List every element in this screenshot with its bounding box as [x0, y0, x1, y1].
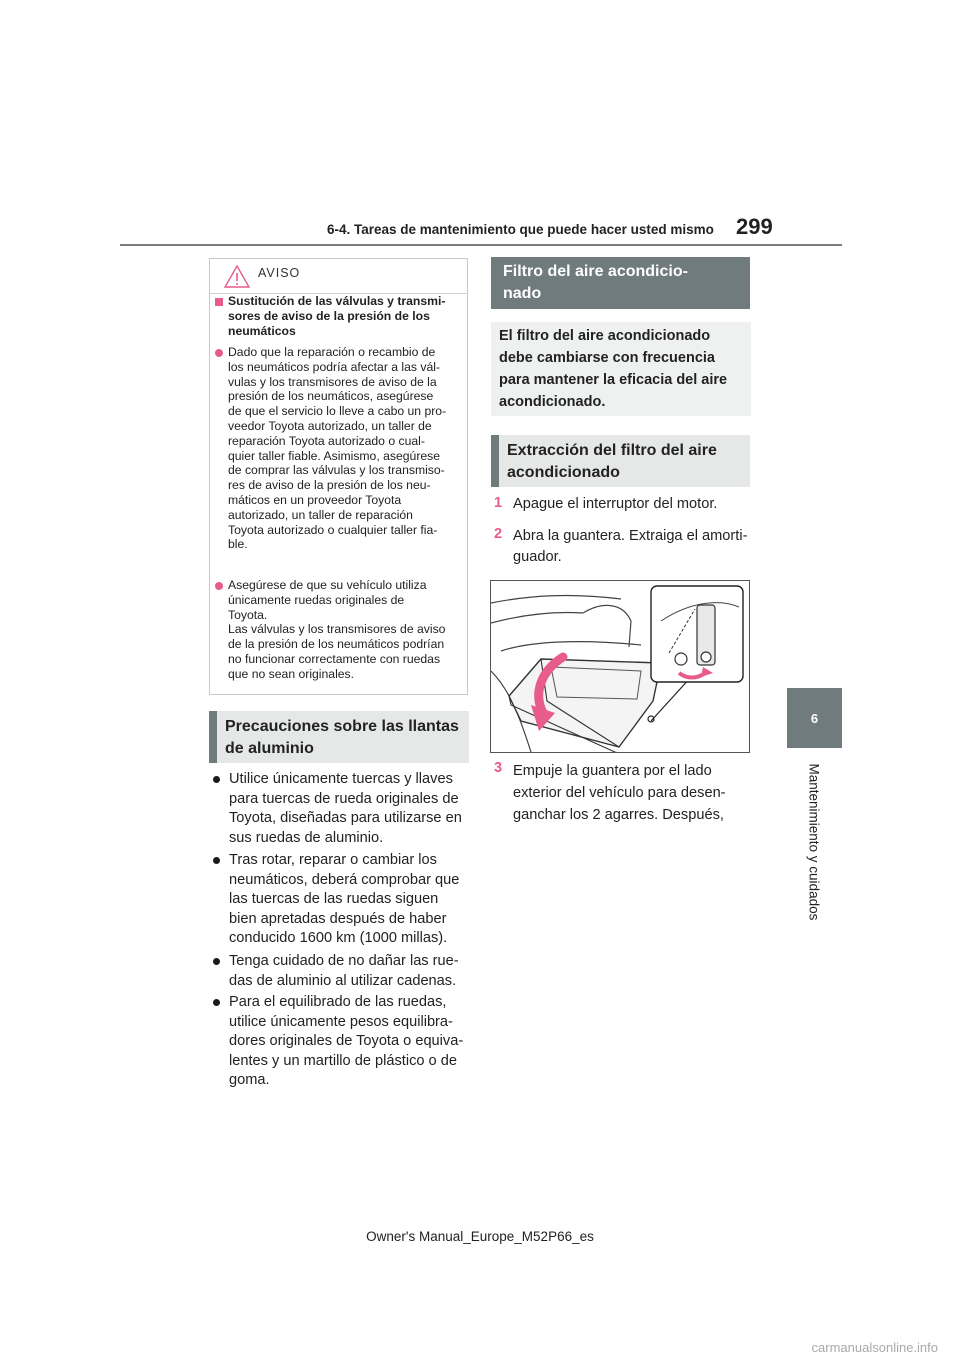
footer-text: Owner's Manual_Europe_M52P66_es — [366, 1229, 594, 1244]
warning-triangle-icon — [224, 265, 250, 288]
page-number: 299 — [736, 214, 773, 239]
bullet-icon — [213, 857, 220, 864]
warning-bullet-1: Dado que la reparación o recambio de los neumáticos podría afectar a las vál- vulas y los transmisores de aviso de la presión de los neumáticos, asegúrese de que el servicio lo lleve a cabo un pro- veedor Toyota autorizado, un taller de reparación Toyota autorizado o cual- quier taller fiable. Asimismo, asegúrese de comprar las válvulas y los transmiso- res de aviso de la presión de los neu- máticos en un proveedor Toyota autorizado, un taller de reparación Toyota autorizado o cualquier taller fia- ble. — [228, 345, 447, 552]
step-number: 2 — [494, 526, 503, 542]
glovebox-diagram — [491, 581, 749, 752]
dot-bullet-icon — [215, 582, 223, 590]
bullet-icon — [213, 958, 220, 965]
alloy-section-heading: Precauciones sobre las llantas de aluminio — [209, 711, 469, 763]
warning-box — [209, 258, 468, 695]
alloy-bullet-3: Tenga cuidado de no dañar las rue- das de aluminio al utilizar cadenas. — [229, 953, 459, 989]
alloy-bullet-2: Tras rotar, reparar o cambiar los neumáticos, deberá comprobar que las tuercas de las ruedas siguen bien apretadas después de haber conducido 1600 km (1000 millas). — [229, 852, 460, 947]
warning-bullet-2: Asegúrese de que su vehículo utiliza únicamente ruedas originales de Toyota. Las válvulas y los transmisores de aviso de la presión de los neumáticos podrían no funcionar correctamente con ruedas que no sean originales. — [228, 578, 446, 681]
removal-section-heading: Extracción del filtro del aire acondicionado — [491, 435, 750, 487]
watermark: carmanualsonline.info — [811, 1340, 938, 1355]
alloy-bullet-1: Utilice únicamente tuercas y llaves para tuercas de rueda originales de Toyota, diseñadas para utilizarse en sus ruedas de aluminio. — [229, 771, 462, 846]
header-title: 6-4. Tareas de mantenimiento que puede hacer usted mismo — [327, 222, 714, 237]
step-number: 3 — [494, 760, 503, 776]
chapter-label: Mantenimiento y cuidados — [806, 763, 822, 921]
chapter-tab — [787, 688, 842, 748]
step-1-text: Apague el interruptor del motor. — [513, 496, 718, 512]
bullet-icon — [213, 999, 220, 1006]
step-2-text: Abra la guantera. Extraiga el amorti- guador. — [513, 528, 748, 565]
filter-section-heading: Filtro del aire acondicio- nado — [491, 257, 750, 309]
dot-bullet-icon — [215, 349, 223, 357]
chapter-number: 6 — [810, 710, 819, 726]
warning-title: AVISO — [258, 266, 301, 280]
glovebox-illustration — [490, 580, 750, 753]
header-rule — [120, 244, 842, 246]
filter-intro-box: El filtro del aire acondicionado debe cambiarse con frecuencia para mantener la eficacia del aire acondicionado. — [491, 322, 751, 416]
warning-heading: Sustitución de las válvulas y transmi- sores de aviso de la presión de los neumáticos — [228, 294, 446, 338]
bullet-icon — [213, 776, 220, 783]
step-3-text: Empuje la guantera por el lado exterior del vehículo para desen- ganchar los 2 agarres. Después, — [513, 763, 726, 823]
step-number: 1 — [494, 495, 503, 511]
alloy-bullet-4: Para el equilibrado de las ruedas, utilice únicamente pesos equilibra- dores originales de Toyota o equiva- lentes y un martillo de plástico o de goma. — [229, 994, 464, 1089]
square-bullet-icon — [215, 298, 223, 306]
